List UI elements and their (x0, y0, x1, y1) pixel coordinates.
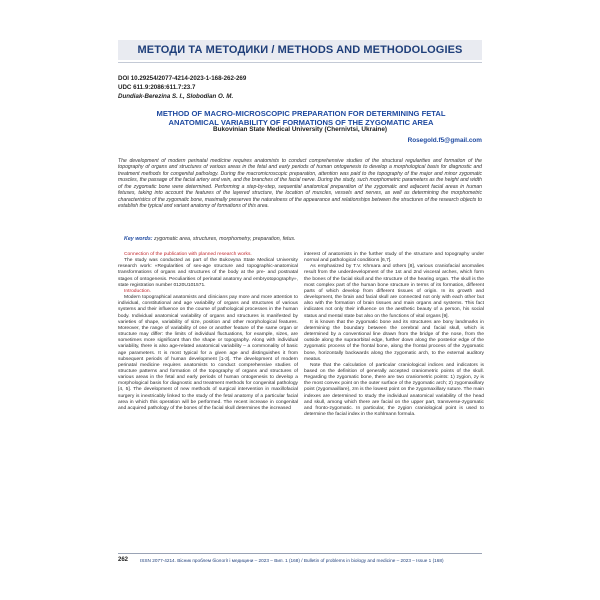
journal-footer-text: ISSN 2077-4214. Вісник проблем біології і медицини – 2023 – Вип. 1 (168) / Bulletin of problems in biology and medicine – 2023 – Issue 1 (168) (140, 558, 444, 563)
authors-line: Dundiak-Berezina S. I., Slobodian O. M. (118, 93, 234, 100)
keywords-label: Key words: (124, 236, 153, 242)
right-column (304, 252, 484, 418)
connection-text: The study was conducted as part of the Bukovyna State Medical University research work: «Regularities of sex-age structure and topographic-anatomical transformations of organs and structures of the body at the pre- and postnatal stages of ontogenesis. Peculiarities of perinatal anatomy and embryotopography», state registration number 0120U101571. (118, 258, 298, 288)
left-column (118, 252, 298, 412)
right-paragraph-4: Note that the calculation of particular craniological indices and indicators is based on the definition of generally accepted craniometric points of the skull. Regarding the zygomatic bone, there are two craniometric points: 1) zygion, zy is the most convex point on the outer surface of the zygomatic arch; 2) zygomaxillary point (zygomaxillare), zm is the lowest point on the zygomaxillary suture. The main indexes are determined to study the individual anatomical variability of the head and skull, among which there are facial on the upper part, transverse-zygomatic and fronto-zygomatic. In particular, the zygion craniological point is used to determine the facial index in the Kohlmann formula. (304, 362, 484, 418)
right-paragraph-2: As emphasized by T.V. Khmara and others [8], various craniofacial anomalies result from the underdevelopment of the 1st and 2nd visceral arches, which form the bones of the facial skull and the structure of the hearing organ. The skull is the most complex part of the human bone structure in terms of its formation, different parts of which develop from different tissues of origin. In its growth and development, the brain and facial skull are connected not only with each other but also with the formation of brain tissues and main organs and systems. This fact indicates not only their influence on the aesthetic beauty of a person, his social status and mental state but also on the functions of vital organs [9]. (304, 264, 484, 319)
page-number: 262 (118, 557, 129, 563)
footer-divider (118, 553, 482, 554)
article-title: METHOD OF MACRO-MICROSCOPIC PREPARATION FOR DETERMINING FETAL ANATOMICAL VARIABILITY OF FORMATIONS OF THE ZYGOMATIC AREA (156, 109, 446, 128)
introduction-heading: Introduction. (124, 288, 151, 294)
connection-heading: Connection of the publication with planned research works. (124, 252, 252, 257)
abstract: The development of modern perinatal medicine requires anatomists to conduct comprehensive studies of the structural regularities and formation of the topography of organs and structures of various areas in the fetal and early periods of human ontogenesis to develop a morphological basis for diagnostic and treatment methods for congenital pathology. During the macromicroscopic preparation, attention was paid to the topography of the major and minor zygomatic muscles, the passage of the facial artery and vein, and the branches of the facial nerve. During the study, such morphometric parameters as the height and width of the zygomatic bone were determined. Performing a step-by-step, sequential anatomical preparation of the zygomatic and adjacent facial areas in human fetuses, taking into account the features of the layered structure, the location of muscles, vessels and nerves, as well as determining the morphometric characteristics of the zygomatic bone, maximally preserves the naturalness of the appearance and relationships between the structures of the research objects to establish the typical and variant anatomy of formations of this area. (118, 158, 482, 210)
affiliation: Bukovinian State Medical University (Chernivtsi, Ukraine) (212, 126, 388, 133)
section-title: МЕТОДИ ТА МЕТОДИКИ / METHODS AND METHODOLOGIES (137, 44, 463, 56)
right-paragraph-3: It is known that the zygomatic bone and its structures are bony landmarks in determining the boundary between the cerebral and facial skull, which is determined by a conventional line drawn from the bridge of the nose, from the outside along the supraorbital edge, further down along the posterior edge of the zygomatic process of the frontal bone, along the frontal process of the zygomatic bone, horizontally backwards along the zygomatic arch, to the external auditory meatus. (304, 319, 484, 362)
page-footer (118, 557, 482, 567)
keywords-line (124, 236, 296, 242)
author-email: Rosegold.f5@gmail.com (407, 137, 482, 144)
right-paragraph-1: interest of anatomists in the further study of the structure and topography under normal and pathological conditions [6,7]. (304, 252, 484, 264)
banner-divider (118, 62, 482, 63)
keywords-text: zygomatic area, structures, morphometry, preparation, fetus. (154, 236, 296, 242)
doi-line: DOI 10.29254/2077-4214-2023-1-168-262-269 (118, 75, 247, 82)
udc-line: UDC 611.9:2086:611.7:23.7 (118, 84, 196, 91)
section-banner (118, 40, 482, 60)
introduction-paragraph: Modern topographical anatomists and clinicians pay more and more attention to individual, constitutional and age variability of organs and structures of various systems and their influence on the course of pathological processes in the human body. Individual anatomical variability of organs and structures is manifested by varieties of shape, variability of size, position and other morphological features. Moreover, the range of variability of one or another feature of the same organ or structure may differ: the limits of individual fluctuations, for example, sizes, are sometimes more significant than the shape or topography. Along with individual variability, there is also age-related anatomical variability – a commonality of basic age parameters. It is most typical for a given age and distinguishes it from subsequent periods of human development [1-3]. The development of modern perinatal medicine requires anatomists to conduct comprehensive studies of structure patterns and formation of the topography of organs and structures of various areas in the fetal and early periods of human ontogenesis to develop a morphological basis for diagnostic and treatment methods for congenital pathology [4, 5]. The development of new methods of surgical intervention in maxillofacial surgery is inextricably linked to the study of the fetal anatomy of a particular facial area in which this operation will be performed. The recent increase in congenital and acquired pathology of the bones of the facial skull determines the increased (118, 295, 298, 411)
